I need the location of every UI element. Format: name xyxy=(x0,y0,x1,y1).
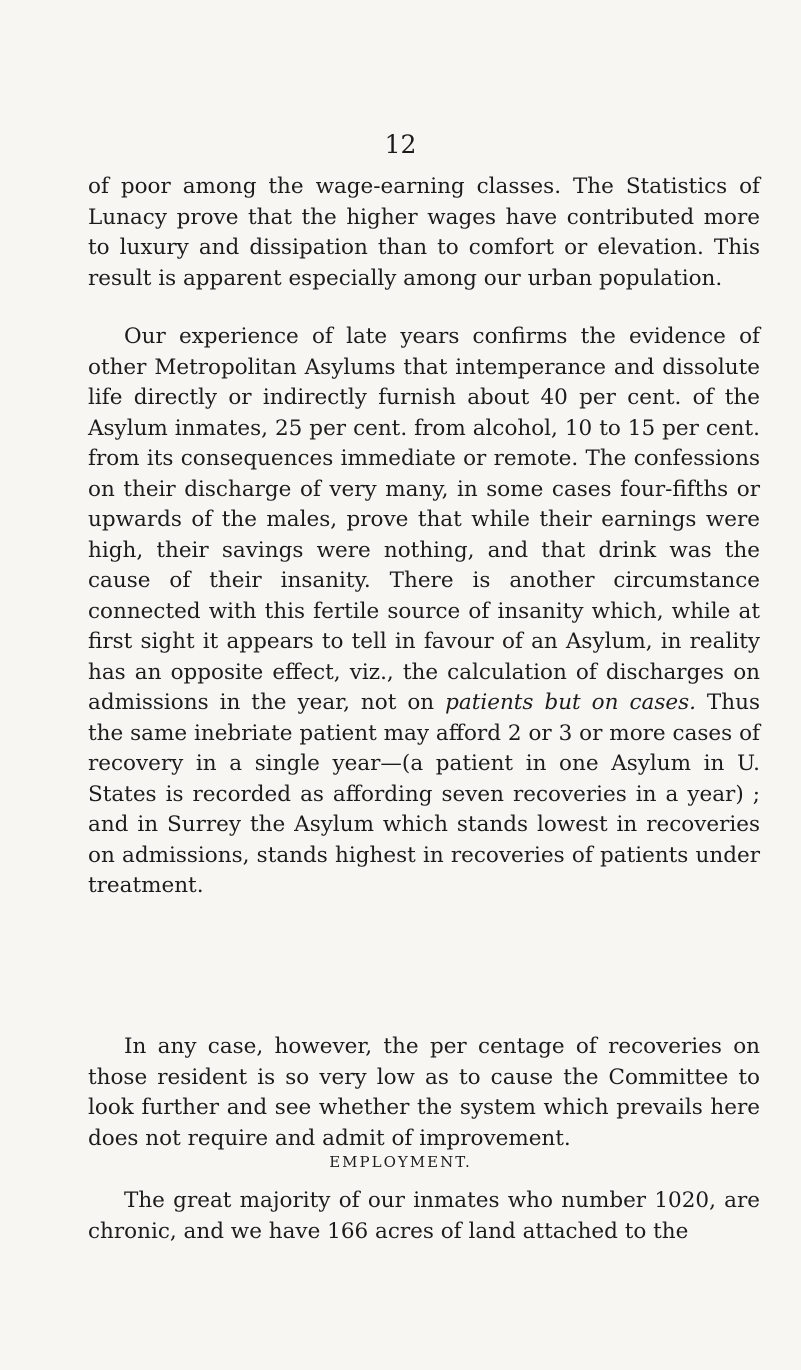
paragraph-4-text: The great majority of our inmates who number 1020, are chronic, and we have 166 acres of land attached to the xyxy=(88,1188,760,1244)
page-number: 12 xyxy=(384,130,417,159)
paragraph-4 xyxy=(88,1186,760,1247)
section-heading-employment: EMPLOYMENT. xyxy=(329,1153,472,1171)
paragraph-1-text: of poor among the wage-earning classes. The Statistics of Lunacy prove that the higher wages have contributed more to luxury and dissipation than to comfort or elevation. This result is apparent especially among our urban population. xyxy=(88,174,760,291)
paragraph-3-text: In any case, however, the per centage of recoveries on those resident is so very low as to cause the Committee to look further and see whether the system which prevails here does not require and admit of improvement. xyxy=(88,1034,760,1151)
paragraph-2 xyxy=(88,322,760,902)
paragraph-2-text xyxy=(88,322,760,902)
paragraph-1 xyxy=(88,172,760,294)
paragraph-2-part-1: Our experience of late years confirms the evidence of other Metropolitan Asylums that intemperance and dissolute life directly or indirectly furnish about 40 per cent. of the Asylum inmates, 25 per cent. from alcohol, 10 to 15 per cent. from its consequences immediate or remote. The confessions on their discharge of very many, in some cases four-fifths or upwards of the males, prove that while their earnings were high, their savings were nothing, and that drink was the cause of their insanity. There is another circumstance connected with this fertile source of insanity which, while at first sight it appears to tell in favour of an Asylum, in reality has an opposite effect, viz., the calculation of discharges on admissions in the year, not on xyxy=(88,324,760,715)
paragraph-2-part-2: Thus the same inebriate patient may afford 2 or 3 or more cases of recovery in a single year—(a patient in one Asylum in U. States is recorded as affording seven recoveries in a year) ; and in Surrey the Asylum which stands lowest in recoveries on admissions, stands highest in recoveries of patients under treatment. xyxy=(88,690,761,898)
paragraph-2-italic: patients but on cases. xyxy=(445,690,696,715)
paragraph-3 xyxy=(88,1032,760,1154)
